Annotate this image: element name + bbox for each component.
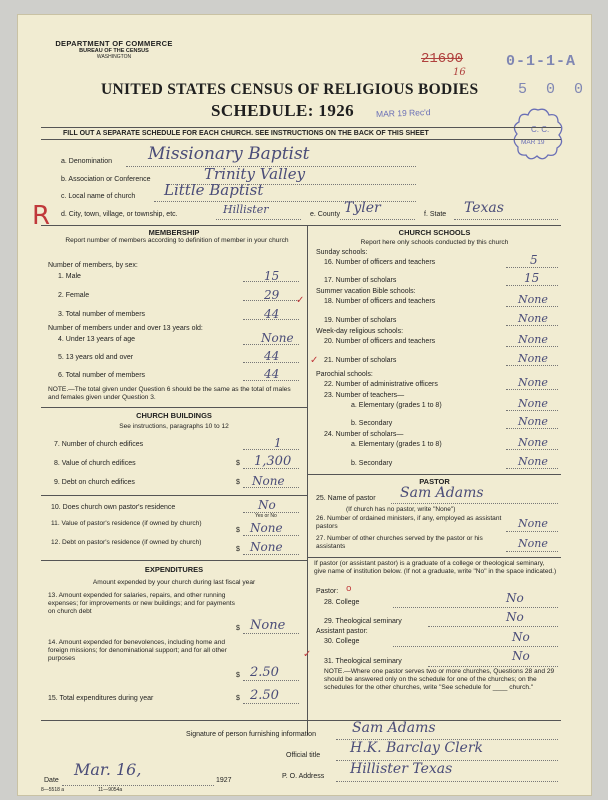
pastor-label: Pastor: xyxy=(316,588,339,595)
q3-label: 3. Total number of members xyxy=(58,311,146,318)
q15-dollar: $ xyxy=(236,695,240,702)
q9-label: 9. Debt on church edifices xyxy=(54,479,135,486)
church-name-label: c. Local name of church xyxy=(61,193,136,200)
q23b-label: b. Secondary xyxy=(351,420,393,427)
graduate-note: If pastor (or assistant pastor) is a graduate of a college or theological seminary, give name of institution below. (If not a graduate, write "No" in the space indicated.) xyxy=(314,560,557,575)
q12-line xyxy=(243,554,299,555)
q7-line xyxy=(243,449,299,450)
cc-stamp-date: MAR 19 xyxy=(521,139,545,146)
association-value[interactable]: Trinity Valley xyxy=(204,165,306,183)
q21-value[interactable]: None xyxy=(518,352,548,365)
q16-value[interactable]: 5 xyxy=(530,253,538,267)
date-label: Date xyxy=(44,777,59,784)
q10-value[interactable]: No xyxy=(258,498,276,512)
q4-value[interactable]: None xyxy=(261,331,294,345)
divider-expenditures xyxy=(41,560,307,561)
state-line xyxy=(454,219,558,220)
q24b-value[interactable]: None xyxy=(518,455,548,468)
department-name: DEPARTMENT OF COMMERCE xyxy=(55,39,173,48)
county-line xyxy=(340,219,415,220)
date-value[interactable]: Mar. 16, xyxy=(74,760,142,779)
q21-label: 21. Number of scholars xyxy=(324,357,397,364)
q17-value[interactable]: 15 xyxy=(524,271,540,285)
q14-line xyxy=(243,680,299,681)
denomination-value[interactable]: Missionary Baptist xyxy=(148,144,310,164)
schedule-title: SCHEDULE: 1926 xyxy=(211,101,355,120)
q12-label: 12. Debt on pastor's residence (if owned by church) xyxy=(51,539,202,546)
check-mark-q21: ✓ xyxy=(310,355,319,366)
q24a-line xyxy=(506,449,558,450)
official-title-value[interactable]: H.K. Barclay Clerk xyxy=(350,740,484,756)
q5-label: 5. 13 years old and over xyxy=(58,354,134,361)
signature-value[interactable]: Sam Adams xyxy=(352,720,436,736)
q2-value[interactable]: 29 xyxy=(264,288,280,302)
q26-label: 26. Number of ordained ministers, if any, employed as assistant pastors xyxy=(316,515,502,530)
city-value[interactable]: Hillister xyxy=(223,203,269,216)
instructions-banner xyxy=(41,127,561,140)
q13-line xyxy=(243,633,299,634)
q23a-line xyxy=(506,410,558,411)
form-title: UNITED STATES CENSUS OF RELIGIOUS BODIES xyxy=(101,81,479,98)
q27-line xyxy=(506,551,558,552)
county-label: e. County xyxy=(310,211,340,218)
classification-code-2: 5 0 0 xyxy=(518,81,589,98)
pastor-red-mark: o xyxy=(346,584,352,594)
weekday-schools: Week-day religious schools: xyxy=(316,328,404,335)
q8-value[interactable]: 1,300 xyxy=(254,454,292,469)
q23a-value[interactable]: None xyxy=(518,397,548,410)
membership-intro: Report number of members according to definition of member in your church xyxy=(65,237,289,244)
members-by-sex: Number of members, by sex: xyxy=(48,262,138,269)
city-line xyxy=(216,219,301,220)
file-number-sub: 16 xyxy=(453,67,466,78)
q30-line xyxy=(393,646,558,647)
q9-value[interactable]: None xyxy=(252,474,285,488)
q17-line xyxy=(506,285,558,286)
county-value[interactable]: Tyler xyxy=(344,200,381,216)
denomination-label: a. Denomination xyxy=(61,158,112,165)
q26-value[interactable]: None xyxy=(518,517,548,530)
check-mark-q31: ✓ xyxy=(303,649,312,660)
q18-value[interactable]: None xyxy=(518,293,548,306)
department-heading xyxy=(39,39,189,60)
q8-dollar: $ xyxy=(236,460,240,467)
q30-label: 30. College xyxy=(324,638,360,645)
church-name-value[interactable]: Little Baptist xyxy=(164,181,264,199)
q8-label: 8. Value of church edifices xyxy=(54,460,136,467)
q25-hint: (If church has no pastor, write "None") xyxy=(346,506,456,513)
q19-label: 19. Number of scholars xyxy=(324,317,397,324)
q20-value[interactable]: None xyxy=(518,333,548,346)
divider-top xyxy=(41,225,561,226)
q7-value[interactable]: 1 xyxy=(274,436,282,450)
yes-no-hint: Yes or No xyxy=(255,513,277,519)
q3-value[interactable]: 44 xyxy=(264,307,280,321)
q11-dollar: $ xyxy=(236,527,240,534)
form-number: 8—5518 a xyxy=(41,787,65,793)
summer-schools: Summer vacation Bible schools: xyxy=(316,288,416,295)
q20-label: 20. Number of officers and teachers xyxy=(324,338,436,345)
q16-label: 16. Number of officers and teachers xyxy=(324,259,436,266)
buildings-title: CHURCH BUILDINGS xyxy=(136,411,212,420)
q29-value[interactable]: No xyxy=(506,610,524,624)
q12-dollar: $ xyxy=(236,546,240,553)
q12-value[interactable]: None xyxy=(250,540,283,554)
q15-line xyxy=(243,703,299,704)
q13-dollar: $ xyxy=(236,625,240,632)
state-label: f. State xyxy=(424,211,447,218)
q6-label: 6. Total number of members xyxy=(58,372,146,379)
q25-line xyxy=(391,503,558,504)
print-number: 11—9054a xyxy=(98,787,123,793)
q23-label: 23. Number of teachers— xyxy=(324,392,405,399)
q10-label: 10. Does church own pastor's residence xyxy=(51,504,176,511)
q4-label: 4. Under 13 years of age xyxy=(58,336,136,343)
q13-label: 13. Amount expended for salaries, repairs, and other running expenses; for improvements or new buildings; and for payments on church debt xyxy=(48,592,235,615)
q6-value[interactable]: 44 xyxy=(264,367,280,381)
q14-value[interactable]: 2.50 xyxy=(250,665,279,680)
q24a-value[interactable]: None xyxy=(518,436,548,449)
signature-label: Signature of person furnishing information xyxy=(186,731,316,738)
sunday-schools: Sunday schools: xyxy=(316,249,368,256)
q14-dollar: $ xyxy=(236,672,240,679)
parochial-schools: Parochial schools: xyxy=(316,371,373,378)
received-stamp: MAR 19 Rec'd xyxy=(375,107,431,119)
q2-label: 2. Female xyxy=(58,292,90,299)
q19-value[interactable]: None xyxy=(518,312,548,325)
q22-value[interactable]: None xyxy=(518,376,548,389)
divider-buildings xyxy=(41,407,307,408)
q22-line xyxy=(506,389,558,390)
q24b-line xyxy=(506,468,558,469)
q11-label: 11. Value of pastor's residence (if owned by church) xyxy=(51,520,202,527)
q25-value[interactable]: Sam Adams xyxy=(400,485,484,501)
q29-line xyxy=(428,626,558,627)
q26-line xyxy=(506,531,558,532)
date-line xyxy=(62,785,214,786)
divider-pastor xyxy=(308,474,561,475)
q18-label: 18. Number of officers and teachers xyxy=(324,298,436,305)
assistant-label: Assistant pastor: xyxy=(316,628,368,635)
po-address-line xyxy=(336,781,558,782)
membership-note: NOTE.—The total given under Question 6 should be the same as the total of males and females given under Question 3. xyxy=(48,386,291,401)
r-mark: R xyxy=(32,201,51,231)
divider-residence xyxy=(41,495,307,496)
schools-intro: Report here only schools conducted by this church xyxy=(360,239,509,246)
membership-title: MEMBERSHIP xyxy=(148,228,200,237)
q28-line xyxy=(393,607,558,608)
q16-line xyxy=(506,267,558,268)
expenditures-title: EXPENDITURES xyxy=(144,565,204,574)
po-address-label: P. O. Address xyxy=(282,773,325,780)
check-mark-q18: ✓ xyxy=(296,295,305,306)
q27-label: 27. Number of other churches served by the pastor or his assistants xyxy=(316,535,483,550)
q20-line xyxy=(506,346,558,347)
q24a-label: a. Elementary (grades 1 to 8) xyxy=(351,441,442,448)
q9-dollar: $ xyxy=(236,479,240,486)
cc-stamp-text: C. C. xyxy=(531,125,550,134)
q31-value[interactable]: No xyxy=(512,649,530,663)
q15-label: 15. Total expenditures during year xyxy=(48,695,154,702)
file-number-stamp: 21690 xyxy=(421,51,464,67)
divider-education xyxy=(308,557,561,558)
buildings-sub: See instructions, paragraphs 10 to 12 xyxy=(119,423,229,430)
expenditures-sub: Amount expended by your church during last fiscal year xyxy=(92,579,256,586)
bureau-name: BUREAU OF THE CENSUS xyxy=(79,48,149,54)
divider-footer xyxy=(41,720,561,721)
census-schedule-sheet xyxy=(17,14,592,796)
q17-label: 17. Number of scholars xyxy=(324,277,397,284)
q1-label: 1. Male xyxy=(58,273,81,280)
state-value[interactable]: Texas xyxy=(464,200,504,216)
q28-value[interactable]: No xyxy=(506,591,524,605)
association-label: b. Association or Conference xyxy=(61,176,151,183)
instructions-text: FILL OUT A SEPARATE SCHEDULE FOR EACH CHURCH. SEE INSTRUCTIONS ON THE BACK OF THIS SHEET xyxy=(63,130,429,137)
q5-value[interactable]: 44 xyxy=(264,349,280,363)
pastor-note: NOTE.—Where one pastor serves two or more churches, Questions 28 and 29 should be answered only on the schedule for one of the churches; on the schedules for the other churches, write "See schedule for ____ church." xyxy=(324,668,555,691)
q11-line xyxy=(243,535,299,536)
date-year: 1927 xyxy=(216,777,232,784)
city-name: WASHINGTON xyxy=(96,54,132,60)
city-label: d. City, town, village, or township, etc. xyxy=(61,211,178,218)
q18-line xyxy=(506,306,558,307)
q25-label: 25. Name of pastor xyxy=(316,495,376,502)
q22-label: 22. Number of administrative officers xyxy=(324,381,438,388)
q27-value[interactable]: None xyxy=(518,537,548,550)
q21-line xyxy=(506,365,558,366)
official-title-label: Official title xyxy=(286,752,321,759)
q30-value[interactable]: No xyxy=(512,630,530,644)
q24b-label: b. Secondary xyxy=(351,460,393,467)
q31-line xyxy=(428,666,558,667)
classification-code: 0-1-1-A xyxy=(506,53,577,70)
q23b-line xyxy=(506,428,558,429)
q28-label: 28. College xyxy=(324,599,360,606)
q19-line xyxy=(506,325,558,326)
pastor-title: PASTOR xyxy=(419,477,450,486)
q1-value[interactable]: 15 xyxy=(264,269,280,283)
q14-label: 14. Amount expended for benevolences, including home and foreign missions; for denominational support; and for all other purposes xyxy=(48,639,227,662)
q13-value[interactable]: None xyxy=(250,618,286,633)
q23a-label: a. Elementary (grades 1 to 8) xyxy=(351,402,442,409)
q24-label: 24. Number of scholars— xyxy=(324,431,404,438)
q29-label: 29. Theological seminary xyxy=(324,618,402,625)
po-address-value[interactable]: Hillister Texas xyxy=(350,761,453,777)
members-by-age: Number of members under and over 13 years old: xyxy=(48,325,203,332)
q23b-value[interactable]: None xyxy=(518,415,548,428)
q7-label: 7. Number of church edifices xyxy=(54,441,144,448)
q31-label: 31. Theological seminary xyxy=(324,658,402,665)
q15-value[interactable]: 2.50 xyxy=(250,688,279,703)
q11-value[interactable]: None xyxy=(250,521,283,535)
schools-title: CHURCH SCHOOLS xyxy=(398,228,471,237)
